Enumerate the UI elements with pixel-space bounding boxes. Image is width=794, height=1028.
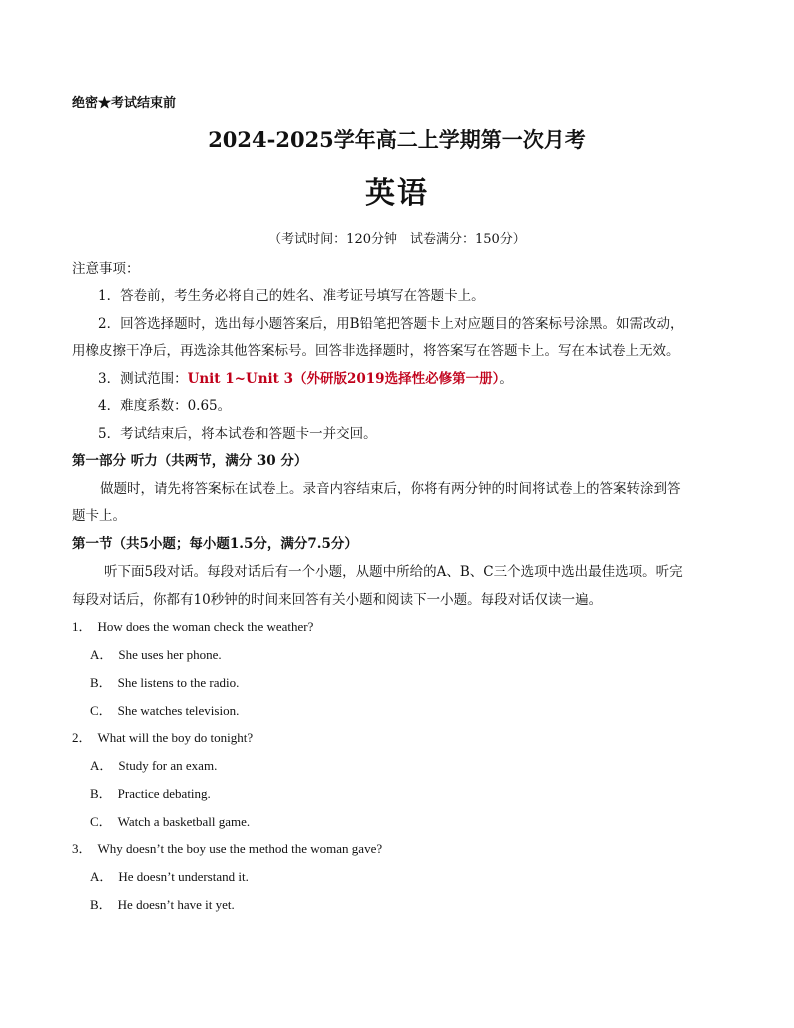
option-letter: A． [90,647,113,662]
option-3a[interactable] [90,866,249,885]
option-text: She watches television. [117,703,240,718]
option-text: He doesn’t have it yet. [117,897,235,912]
option-letter: B． [90,897,112,912]
test-scope: Unit 1~Unit 3（外研版2019选择性必修第一册） [187,371,500,387]
option-3b[interactable] [90,894,235,913]
option-text: Study for an exam. [118,758,218,773]
option-1c[interactable] [90,700,239,719]
question-text: What will the boy do tonight? [97,730,254,745]
option-1b[interactable] [90,672,239,691]
question-3 [72,838,382,857]
option-1a[interactable] [90,644,222,663]
notice-item-1: 1．答卷前，考生务必将自己的姓名、准考证号填写在答题卡上。 [98,288,485,304]
question-number: 3． [72,841,92,856]
option-letter: A． [90,869,113,884]
section1-heading: 第一节（共5小题；每小题1.5分，满分7.5分） [72,536,358,552]
notice-item-3 [98,367,513,387]
part1-heading: 第一部分 听力（共两节，满分 30 分） [72,453,308,469]
option-letter: A． [90,758,113,773]
option-text: Practice debating. [117,786,211,801]
question-2 [72,727,253,746]
option-letter: B． [90,675,112,690]
part1-instructions-cont: 题卡上。 [72,508,126,524]
notice-item-2-cont: 用橡皮擦干净后，再选涂其他答案标号。回答非选择题时，将答案写在答题卡上。写在本试卷上无效。 [72,343,680,359]
option-text: She uses her phone. [118,647,222,662]
notice-item-3-suffix: 。 [499,371,513,387]
exam-title: 2024-2025学年高二上学期第一次月考 [208,127,586,152]
option-text: He doesn’t understand it. [118,869,249,884]
option-2a[interactable] [90,755,217,774]
option-text: She listens to the radio. [117,675,240,690]
option-letter: C． [90,814,112,829]
notice-heading: 注意事项： [72,261,140,277]
option-text: Watch a basketball game. [117,814,251,829]
option-letter: B． [90,786,112,801]
part1-instructions: 做题时，请先将答案标在试卷上。录音内容结束后，你将有两分钟的时间将试卷上的答案转涂到答 [100,481,681,497]
option-letter: C． [90,703,112,718]
notice-item-2: 2．回答选择题时，选出每小题答案后，用B铅笔把答题卡上对应题目的答案标号涂黑。如需改动， [98,316,684,332]
option-2c[interactable] [90,811,250,830]
confidential-mark: 绝密★考试结束前 [72,96,177,111]
notice-item-3-prefix: 3．测试范围： [98,371,188,387]
question-1 [72,616,313,635]
notice-item-5: 5．考试结束后，将本试卷和答题卡一并交回。 [98,426,377,442]
notice-item-4: 4．难度系数：0.65。 [98,398,232,414]
section1-instructions-cont: 每段对话后，你都有10秒钟的时间来回答有关小题和阅读下一小题。每段对话仅读一遍。 [72,592,603,608]
question-text: Why doesn’t the boy use the method the woman gave? [97,841,383,856]
option-2b[interactable] [90,783,211,802]
section1-instructions: 听下面5段对话。每段对话后有一个小题，从题中所给的A、B、C三个选项中选出最佳选项。听完 [104,564,683,580]
question-number: 1． [72,619,92,634]
subject-title: 英语 [365,176,429,211]
question-number: 2． [72,730,92,745]
exam-info: （考试时间：120分钟 试卷满分：150分） [268,232,526,247]
question-text: How does the woman check the weather? [97,619,314,634]
